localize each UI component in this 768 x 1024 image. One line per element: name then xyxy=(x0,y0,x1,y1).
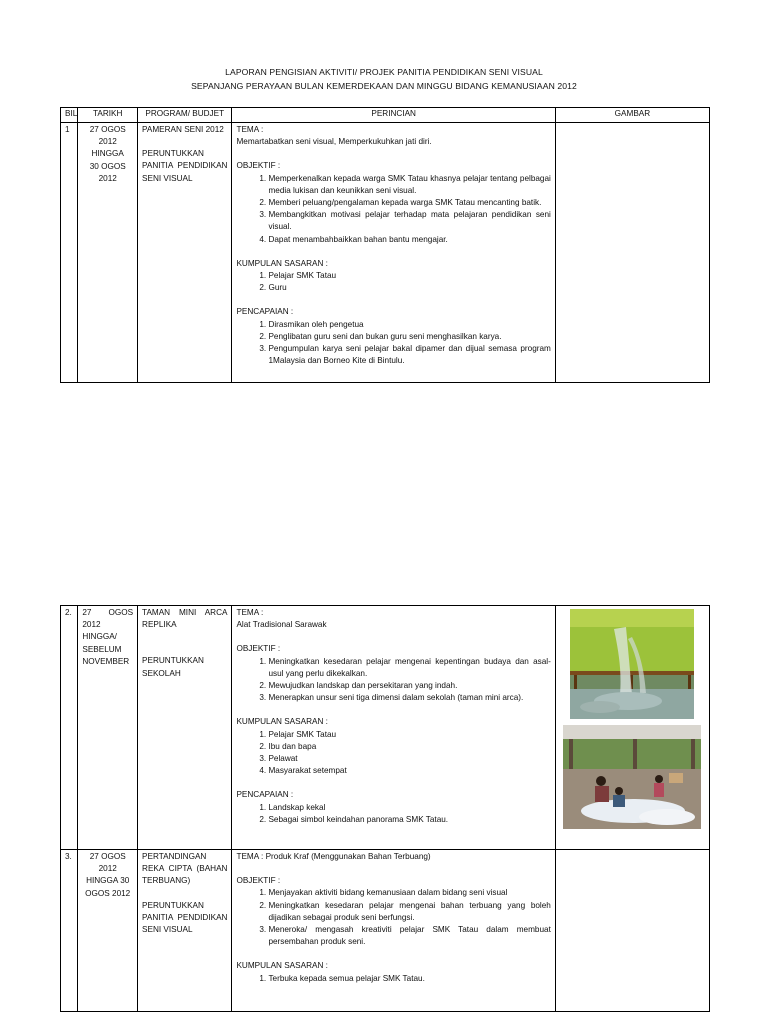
tema-section xyxy=(236,607,550,631)
header-program: PROGRAM/ BUDJET xyxy=(138,108,232,123)
photo-students-working xyxy=(563,725,701,829)
objektif-list xyxy=(236,887,550,948)
table-row xyxy=(61,606,710,850)
tarikh-line: 27 OGOS xyxy=(89,125,126,134)
list-item: 2. Penglibatan guru seni dan bukan guru seni menghasilkan karya. xyxy=(268,331,550,343)
sasaran-list xyxy=(236,729,550,778)
tema-label: TEMA : xyxy=(236,852,264,861)
list-item: 2. Mewujudkan landskap dan persekitaran yang indah. xyxy=(268,680,550,692)
tema-label: TEMA : xyxy=(236,608,264,617)
pencapaian-list xyxy=(236,802,550,826)
pencapaian-label: PENCAPAIAN : xyxy=(236,307,294,317)
cell-bil: 1 xyxy=(61,123,78,383)
program-budjet: PERUNTUKKAN SEKOLAH xyxy=(142,656,204,678)
pencapaian-label: PENCAPAIAN : xyxy=(236,790,294,800)
sasaran-list xyxy=(236,973,550,985)
tarikh-line: 2012 xyxy=(98,173,117,183)
header-gambar: GAMBAR xyxy=(555,108,709,123)
tema-text: Memartabatkan seni visual, Memperkukuhkan jati diri. xyxy=(236,137,432,147)
sasaran-label: KUMPULAN SASARAN : xyxy=(236,717,328,727)
table-header-row xyxy=(61,108,710,123)
tema-section xyxy=(236,851,550,863)
sasaran-list xyxy=(236,270,550,294)
list-item: 3. Pelawat xyxy=(268,753,550,765)
list-item: 2. Sebagai simbol keindahan panorama SMK Tatau. xyxy=(268,814,550,826)
list-item: 2. Guru xyxy=(268,282,550,294)
list-item: 2. Ibu dan bapa xyxy=(268,741,550,753)
list-item: 1. Pelajar SMK Tatau xyxy=(268,729,550,741)
list-item: 1. Terbuka kepada semua pelajar SMK Tatau. xyxy=(268,973,550,985)
pencapaian-list xyxy=(236,319,550,368)
photo-mini-arca-garden xyxy=(570,609,694,719)
sasaran-section xyxy=(236,960,550,984)
pencapaian-section xyxy=(236,306,550,367)
program-name: TAMAN MINI ARCA REPLIKA xyxy=(142,608,228,630)
tarikh-line: 30 OGOS xyxy=(89,161,126,171)
cell-tarikh xyxy=(78,123,138,383)
list-item: 1. Meningkatkan kesedaran pelajar mengenai kepentingan budaya dan asal-usul yang perlu dikekalkan. xyxy=(268,656,550,680)
cell-bil: 3. xyxy=(61,850,78,1012)
cell-perincian xyxy=(232,850,555,1012)
cell-program xyxy=(138,606,232,850)
list-item: 1. Menjayakan aktiviti bidang kemanusiaan dalam bidang seni visual xyxy=(268,887,550,899)
list-item: 3. Meneroka/ mengasah kreativiti pelajar SMK Tatau dalam membuat persembahan produk seni. xyxy=(268,924,550,948)
pencapaian-section xyxy=(236,789,550,826)
objektif-section xyxy=(236,643,550,704)
header-tarikh: TARIKH xyxy=(78,108,138,123)
list-item: 1. Pelajar SMK Tatau xyxy=(268,270,550,282)
tarikh-line: HINGGA xyxy=(91,149,124,159)
sasaran-section xyxy=(236,258,550,295)
sasaran-section xyxy=(236,716,550,777)
list-item: 1. Memperkenalkan kepada warga SMK Tatau khasnya pelajar tentang pelbagai media lukisan dan keunikkan seni visual. xyxy=(268,173,550,197)
report-title-line1: LAPORAN PENGISIAN AKTIVITI/ PROJEK PANITIA PENDIDIKAN SENI VISUAL xyxy=(225,67,543,77)
program-name: PAMERAN SENI 2012 xyxy=(142,125,224,134)
tema-section xyxy=(236,124,550,148)
objektif-label: OBJEKTIF : xyxy=(236,876,281,886)
objektif-label: OBJEKTIF : xyxy=(236,161,281,171)
report-table-page1 xyxy=(60,107,710,383)
list-item: 4. Dapat menambahbaikkan bahan bantu mengajar. xyxy=(268,234,550,246)
cell-perincian xyxy=(232,606,555,850)
sasaran-label: KUMPULAN SASARAN : xyxy=(236,961,328,971)
program-name: PERTANDINGAN REKA CIPTA (BAHAN TERBUANG) xyxy=(142,852,228,886)
tema-label: TEMA : xyxy=(236,125,264,134)
list-item: 1. Dirasmikan oleh pengetua xyxy=(268,319,550,331)
tarikh-line: 2012 xyxy=(98,137,117,147)
list-item: 2. Memberi peluang/pengalaman kepada warga SMK Tatau mencanting batik. xyxy=(268,197,550,209)
header-bil: BIL xyxy=(61,108,78,123)
list-item: 3. Menerapkan unsur seni tiga dimensi dalam sekolah (taman mini arca). xyxy=(268,692,550,704)
tema-text: Alat Tradisional Sarawak xyxy=(236,620,327,630)
cell-program xyxy=(138,850,232,1012)
cell-gambar xyxy=(555,123,709,383)
report-title-line2: SEPANJANG PERAYAAN BULAN KEMERDEKAAN DAN MINGGU BIDANG KEMANUSIAAN 2012 xyxy=(191,81,577,91)
objektif-section xyxy=(236,160,550,245)
sasaran-label: KUMPULAN SASARAN : xyxy=(236,258,328,268)
objektif-label: OBJEKTIF : xyxy=(236,644,281,654)
cell-bil: 2. xyxy=(61,606,78,850)
list-item: 3. Membangkitkan motivasi pelajar terhadap mata pelajaran pendidikan seni visual. xyxy=(268,209,550,233)
cell-tarikh: 27 OGOS 2012 HINGGA 30 OGOS 2012 xyxy=(78,850,138,1012)
list-item: 2. Meningkatkan kesedaran pelajar mengenai bahan terbuang yang boleh dijadikan sebagai produk seni berfungsi. xyxy=(268,900,550,924)
cell-gambar xyxy=(555,850,709,1012)
cell-gambar xyxy=(555,606,709,850)
program-budjet: PERUNTUKKAN PANITIA PENDIDIKAN SENI VISUAL xyxy=(142,149,228,183)
cell-tarikh: 27 OGOS 2012 HINGGA/ SEBELUM NOVEMBER xyxy=(78,606,138,850)
list-item: 1. Landskap kekal xyxy=(268,802,550,814)
tema-text: Produk Kraf (Menggunakan Bahan Terbuang) xyxy=(265,852,431,861)
report-table-page2 xyxy=(60,605,710,1012)
objektif-list xyxy=(236,173,550,246)
objektif-section xyxy=(236,875,550,948)
header-perincian: PERINCIAN xyxy=(232,108,555,123)
cell-perincian xyxy=(232,123,555,383)
program-budjet: PERUNTUKKAN PANITIA PENDIDIKAN SENI VISUAL xyxy=(142,900,228,935)
objektif-list xyxy=(236,656,550,705)
list-item: 3. Pengumpulan karya seni pelajar bakal dipamer dan dijual semasa program 1Malaysia dan Borneo Kite di Bintulu. xyxy=(268,343,550,367)
cell-program xyxy=(138,123,232,383)
table-row xyxy=(61,850,710,1012)
list-item: 4. Masyarakat setempat xyxy=(268,765,550,777)
table-row xyxy=(61,123,710,383)
